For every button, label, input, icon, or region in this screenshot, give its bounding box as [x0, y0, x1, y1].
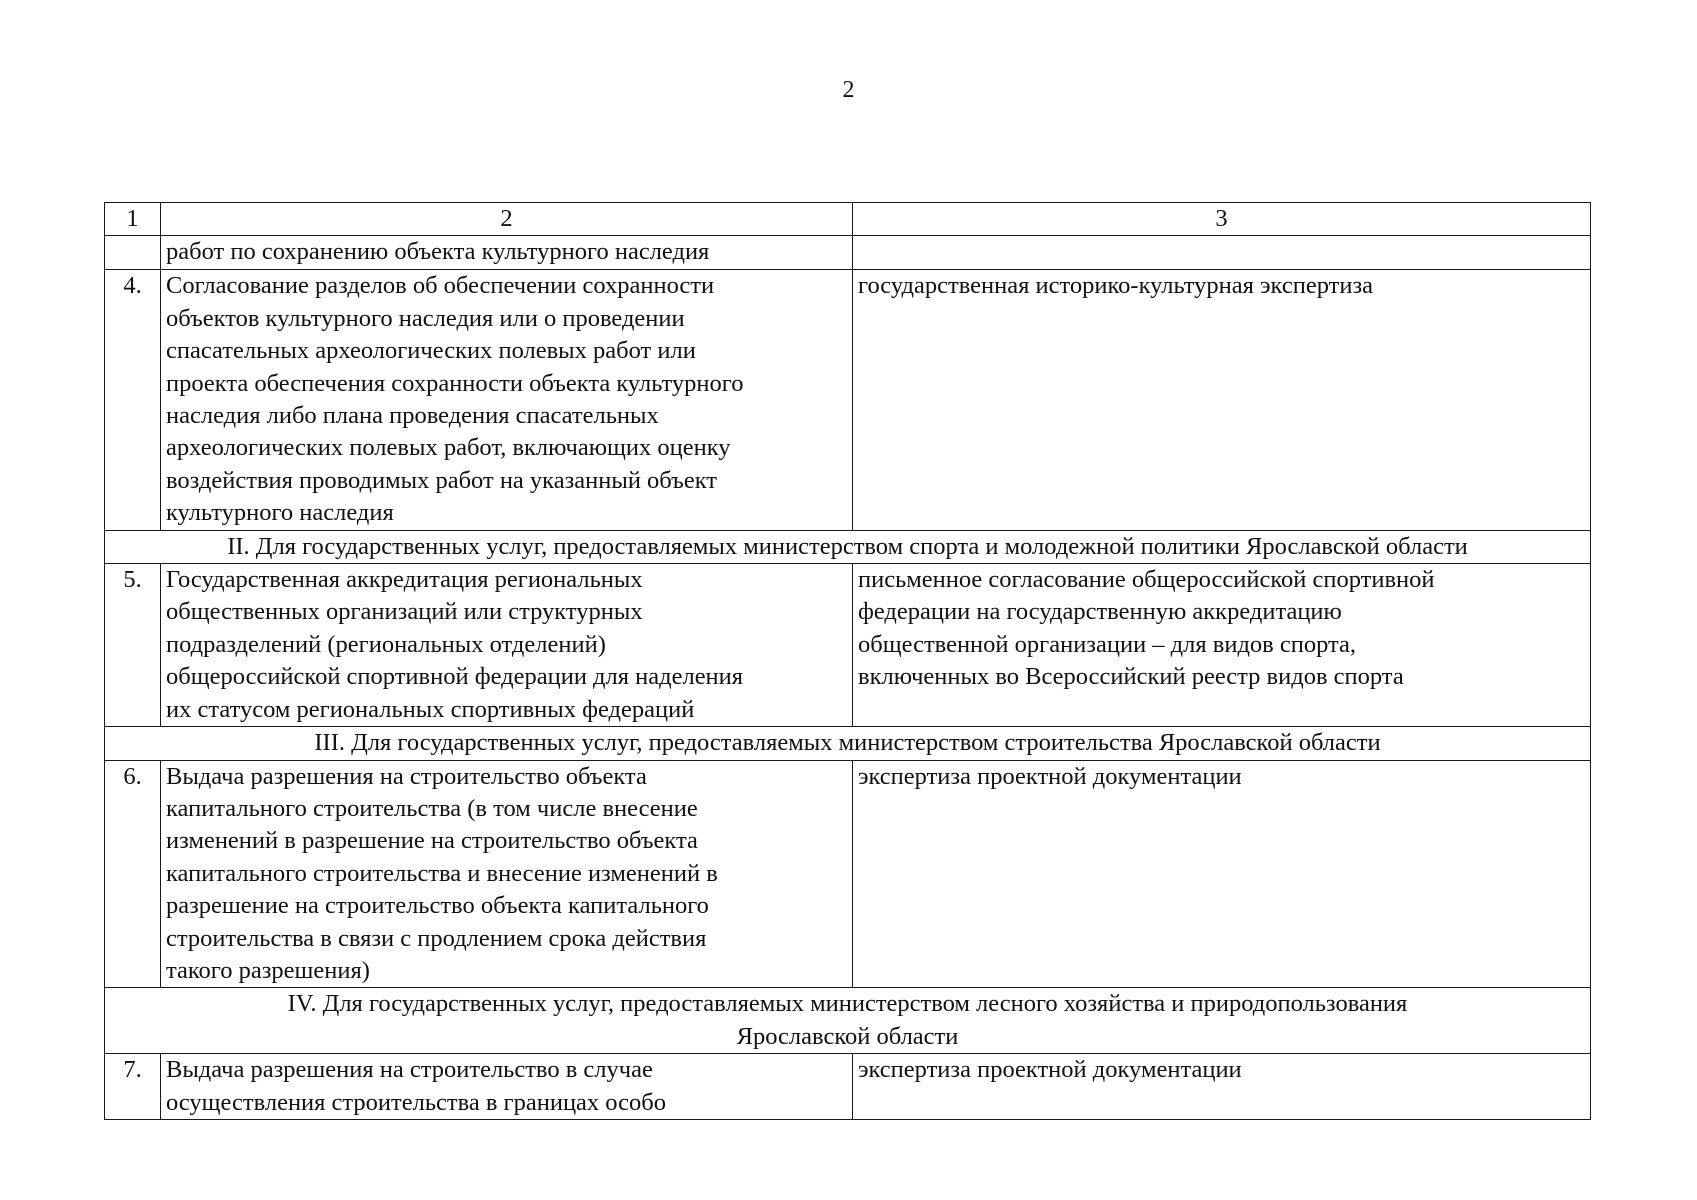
service-name-cell	[161, 1054, 853, 1120]
service-name-cell	[161, 760, 853, 988]
requirement-line: общественной организации – для видов спорта,	[858, 630, 1357, 658]
service-name-line: археологических полевых работ, включающих оценку	[166, 434, 731, 462]
column-header-2: 2	[161, 203, 853, 236]
service-name-line: капитального строительства и внесение изменений в	[166, 859, 718, 887]
service-name-cell	[161, 236, 853, 270]
row-number	[105, 236, 161, 270]
section-title-line: II. Для государственных услуг, предоставляемых министерством спорта и молодежной политики Ярославской области	[227, 532, 1468, 560]
service-name-line: наследия либо плана проведения спасательных	[166, 402, 659, 430]
section-header-ii	[105, 530, 1591, 563]
row-number: 4.	[105, 270, 161, 530]
service-name-line: их статусом региональных спортивных федераций	[166, 695, 695, 723]
section-header-iv	[105, 988, 1591, 1054]
service-name-line: общественных организаций или структурных	[166, 598, 643, 626]
table-row-7	[105, 1054, 1591, 1120]
service-name-line: строительства в связи с продлением срока действия	[166, 924, 707, 952]
service-name-line: работ по сохранению объекта культурного наследия	[166, 238, 710, 266]
requirement-line: государственная историко-культурная экспертиза	[858, 272, 1373, 300]
requirement-line: экспертиза проектной документации	[858, 762, 1242, 790]
requirement-cell	[853, 270, 1591, 530]
section-header-iii	[105, 727, 1591, 760]
service-name-line: Выдача разрешения на строительство в случае	[166, 1056, 653, 1084]
table-row-continuation	[105, 236, 1591, 270]
service-name-line: изменений в разрешение на строительство объекта	[166, 827, 698, 855]
service-name-line: культурного наследия	[166, 499, 394, 527]
column-header-3: 3	[853, 203, 1591, 236]
service-name-line: осуществления строительства в границах особо	[166, 1088, 667, 1116]
service-name-cell	[161, 270, 853, 530]
requirement-cell	[853, 760, 1591, 988]
service-name-line: разрешение на строительство объекта капитального	[166, 892, 709, 920]
requirement-line: письменное согласование общероссийской спортивной	[858, 566, 1435, 594]
table-row-4	[105, 270, 1591, 530]
requirements-table	[104, 202, 1591, 1120]
table-row-5	[105, 564, 1591, 727]
row-number: 5.	[105, 564, 161, 727]
requirement-line: экспертиза проектной документации	[858, 1056, 1242, 1084]
requirement-cell	[853, 564, 1591, 727]
section-title-line: Ярославской области	[736, 1022, 959, 1050]
requirement-line: федерации на государственную аккредитацию	[858, 598, 1342, 626]
service-name-line: капитального строительства (в том числе внесение	[166, 794, 698, 822]
section-header-row	[105, 988, 1591, 1054]
row-number: 6.	[105, 760, 161, 988]
service-name-line: такого разрешения)	[166, 956, 370, 984]
service-name-cell	[161, 564, 853, 727]
service-name-line: спасательных археологических полевых работ или	[166, 337, 696, 365]
service-name-line: Согласование разделов об обеспечении сохранности	[166, 272, 715, 300]
requirement-line: включенных во Всероссийский реестр видов спорта	[858, 663, 1404, 691]
table-header-row	[105, 203, 1591, 236]
service-name-line: объектов культурного наследия или о проведении	[166, 304, 685, 332]
requirement-cell	[853, 236, 1591, 270]
requirement-cell	[853, 1054, 1591, 1120]
section-title-line: IV. Для государственных услуг, предоставляемых министерством лесного хозяйства и природопользования	[287, 990, 1408, 1018]
page-number: 2	[842, 77, 855, 103]
service-name-line: общероссийской спортивной федерации для наделения	[166, 663, 744, 691]
column-header-1: 1	[105, 203, 161, 236]
service-name-line: подразделений (региональных отделений)	[166, 630, 606, 658]
service-name-line: проекта обеспечения сохранности объекта культурного	[166, 369, 744, 397]
row-number: 7.	[105, 1054, 161, 1120]
section-header-row	[105, 727, 1591, 760]
service-name-line: воздействия проводимых работ на указанный объект	[166, 466, 717, 494]
service-name-line: Государственная аккредитация региональных	[166, 566, 643, 594]
section-title-line: III. Для государственных услуг, предоставляемых министерством строительства Ярославской области	[314, 729, 1381, 757]
table-row-6	[105, 760, 1591, 988]
service-name-line: Выдача разрешения на строительство объекта	[166, 762, 647, 790]
section-header-row	[105, 530, 1591, 563]
